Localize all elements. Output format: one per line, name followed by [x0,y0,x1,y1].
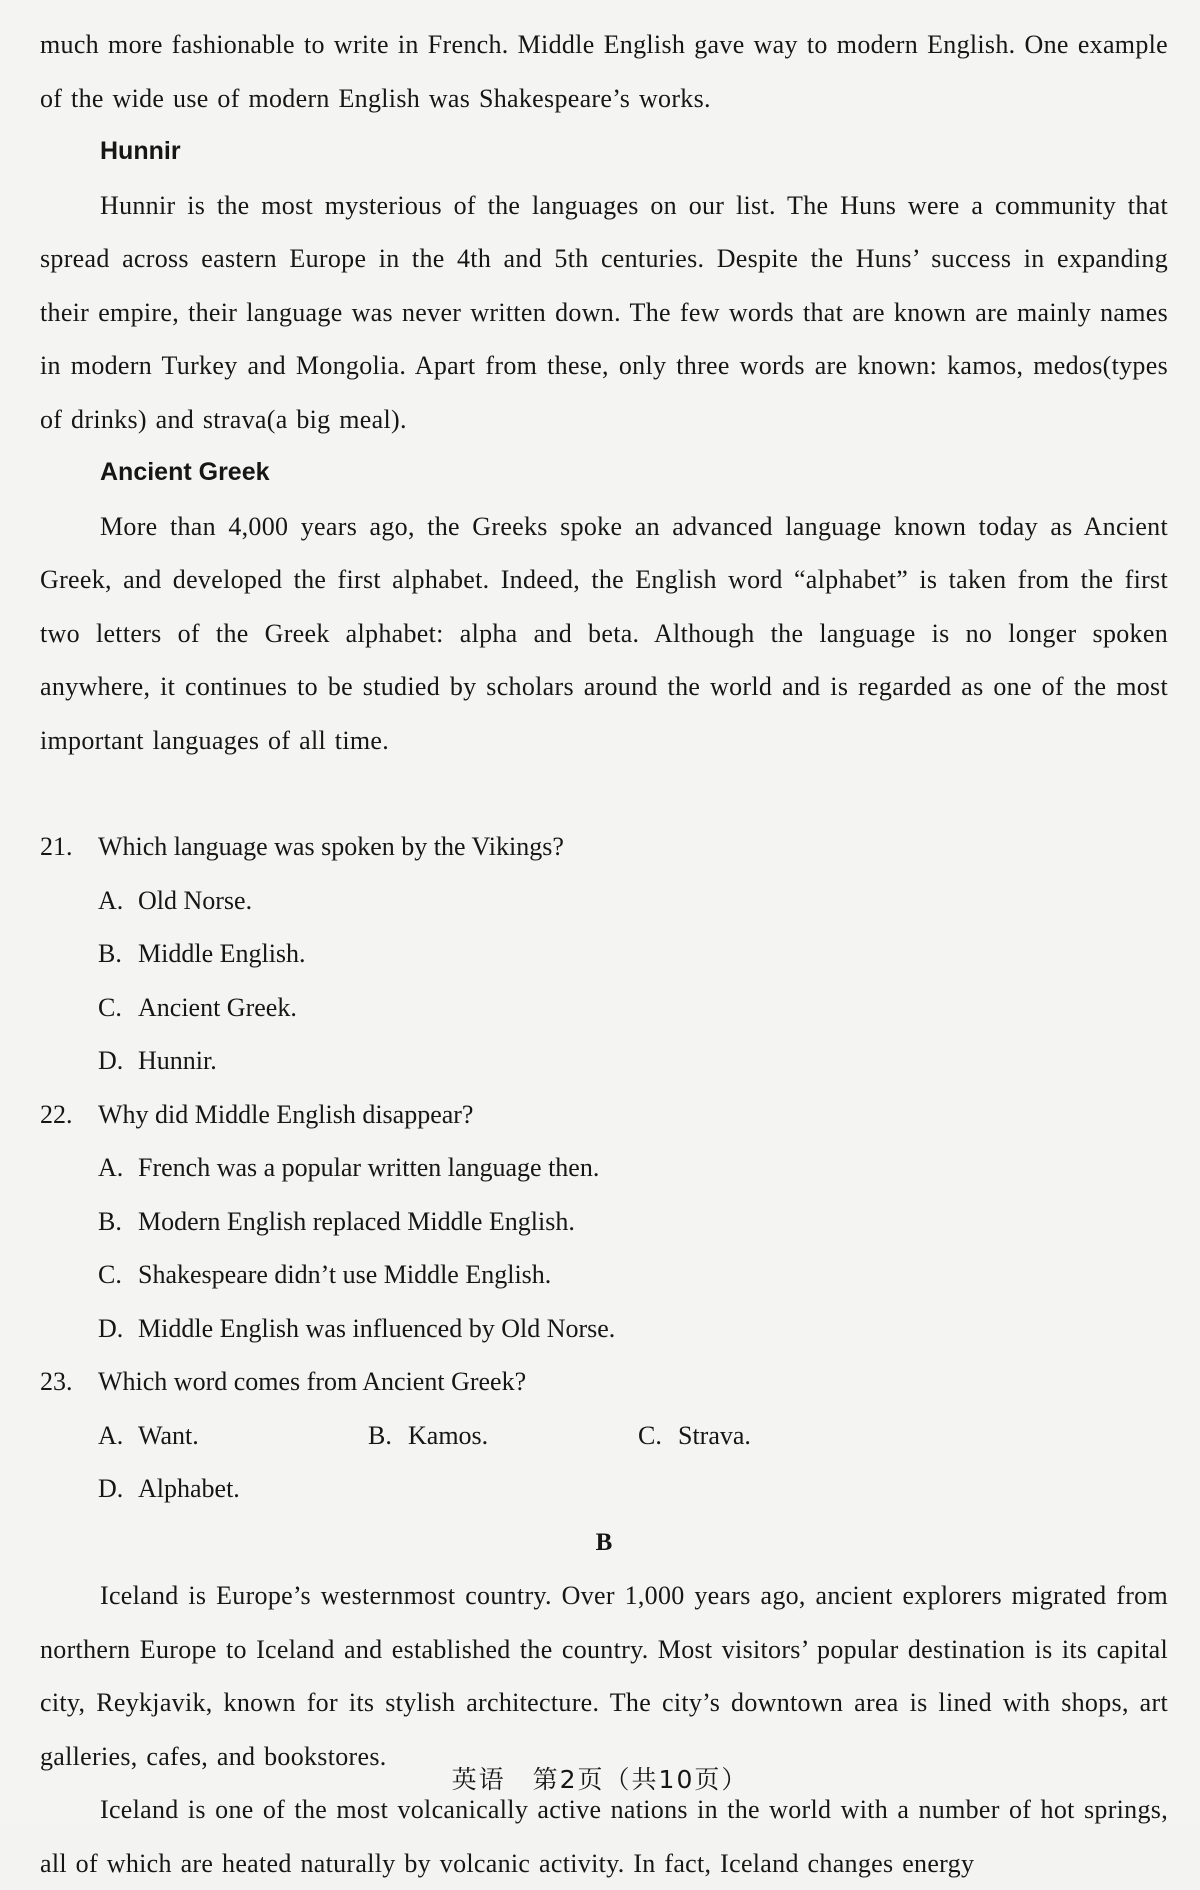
option-text: Middle English. [138,939,306,968]
section-heading-ancient-greek: Ancient Greek [100,458,270,486]
option-c [98,1248,1168,1302]
option-text: Want. [138,1420,199,1450]
option-letter: D. [98,1474,124,1503]
option-text: Hunnir. [138,1046,217,1075]
page-footer: 英语 第2页（共10页） [451,1765,749,1794]
option-letter: C. [98,1260,122,1289]
option-letter: C. [638,1420,662,1450]
option-d [98,1034,648,1088]
option-text: Ancient Greek. [138,992,297,1022]
page-content [40,18,1168,1890]
paragraph-hunnir: Hunnir is the most mysterious of the languages on our list. The Huns were a community that spread across eastern Europe in the 4th and 5th centuries. Despite the Huns’ success in expanding their empire, their language was never written down. The few words that are known are mainly names in modern Turkey and Mongolia. Apart from these, only three words are known: kamos, medos(types of drinks) and strava(a big meal). [40,190,1168,434]
option-letter: D. [98,1313,124,1343]
option-letter: A. [98,885,124,915]
option-b [98,927,648,981]
paragraph-ancient-greek: More than 4,000 years ago, the Greeks spoke an advanced language known today as Ancient Greek, and developed the first alphabet. Indeed, the English word “alphabet” is taken from the first two letters of the Greek alphabet: alpha and beta. Although the language is no longer spoken anywhere, it continues to be studied by scholars around the world and is regarded as one of the most important languages of all time. [40,511,1168,755]
passage-a-continuation: much more fashionable to write in French. Middle English gave way to modern English. One example of the wide use of modern English was Shakespeare’s works. [40,30,1168,113]
option-letter: B. [98,939,122,968]
option-text: Modern English replaced Middle English. [138,1206,575,1236]
question-number: 22. [40,1099,73,1129]
option-c [638,1409,908,1463]
option-letter: D. [98,1046,124,1075]
question-23-options [40,1409,1168,1516]
spacer [40,767,1168,820]
option-text: French was a popular written language then. [138,1153,600,1182]
option-letter: A. [98,1420,124,1450]
option-b [368,1409,638,1463]
question-text: Which word comes from Ancient Greek? [98,1367,527,1396]
question-text: Why did Middle English disappear? [98,1099,474,1129]
option-letter: B. [98,1206,122,1236]
option-d [98,1462,368,1516]
option-text: Old Norse. [138,885,253,915]
option-letter: C. [98,992,122,1022]
option-text: Shakespeare didn’t use Middle English. [138,1260,552,1289]
option-d [98,1302,1168,1356]
passage-b-paragraph-2: Iceland is one of the most volcanically active nations in the world with a number of hot springs, all of which are heated naturally by volcanic activity. In fact, Iceland changes energy [40,1795,1168,1878]
option-letter: B. [368,1420,392,1450]
option-b [98,1195,1168,1249]
question-22 [40,1088,1168,1142]
question-text: Which language was spoken by the Vikings? [98,832,564,861]
option-text: Middle English was influenced by Old Norse. [138,1313,616,1343]
option-c [98,981,648,1035]
option-a [98,1409,368,1463]
option-a [98,1141,1168,1195]
question-21 [40,820,1168,874]
option-text: Strava. [678,1420,751,1450]
question-22-options [40,1141,1168,1355]
question-number: 23. [40,1367,73,1396]
option-letter: A. [98,1153,124,1182]
question-23 [40,1355,1168,1409]
passage-b-title: B [595,1528,613,1556]
section-heading-hunnir: Hunnir [100,137,181,165]
option-text: Alphabet. [138,1474,240,1503]
passage-b-paragraph-1: Iceland is Europe’s westernmost country. Over 1,000 years ago, ancient explorers migrated from northern Europe to Iceland and established the country. Most visitors’ popular destination is its capital city, Reykjavik, known for its stylish architecture. The city’s downtown area is lined with shops, art galleries, cafes, and bookstores. [40,1581,1168,1771]
question-number: 21. [40,832,73,861]
option-a [98,874,648,928]
option-text: Kamos. [408,1420,489,1450]
question-21-options [40,874,1168,1088]
